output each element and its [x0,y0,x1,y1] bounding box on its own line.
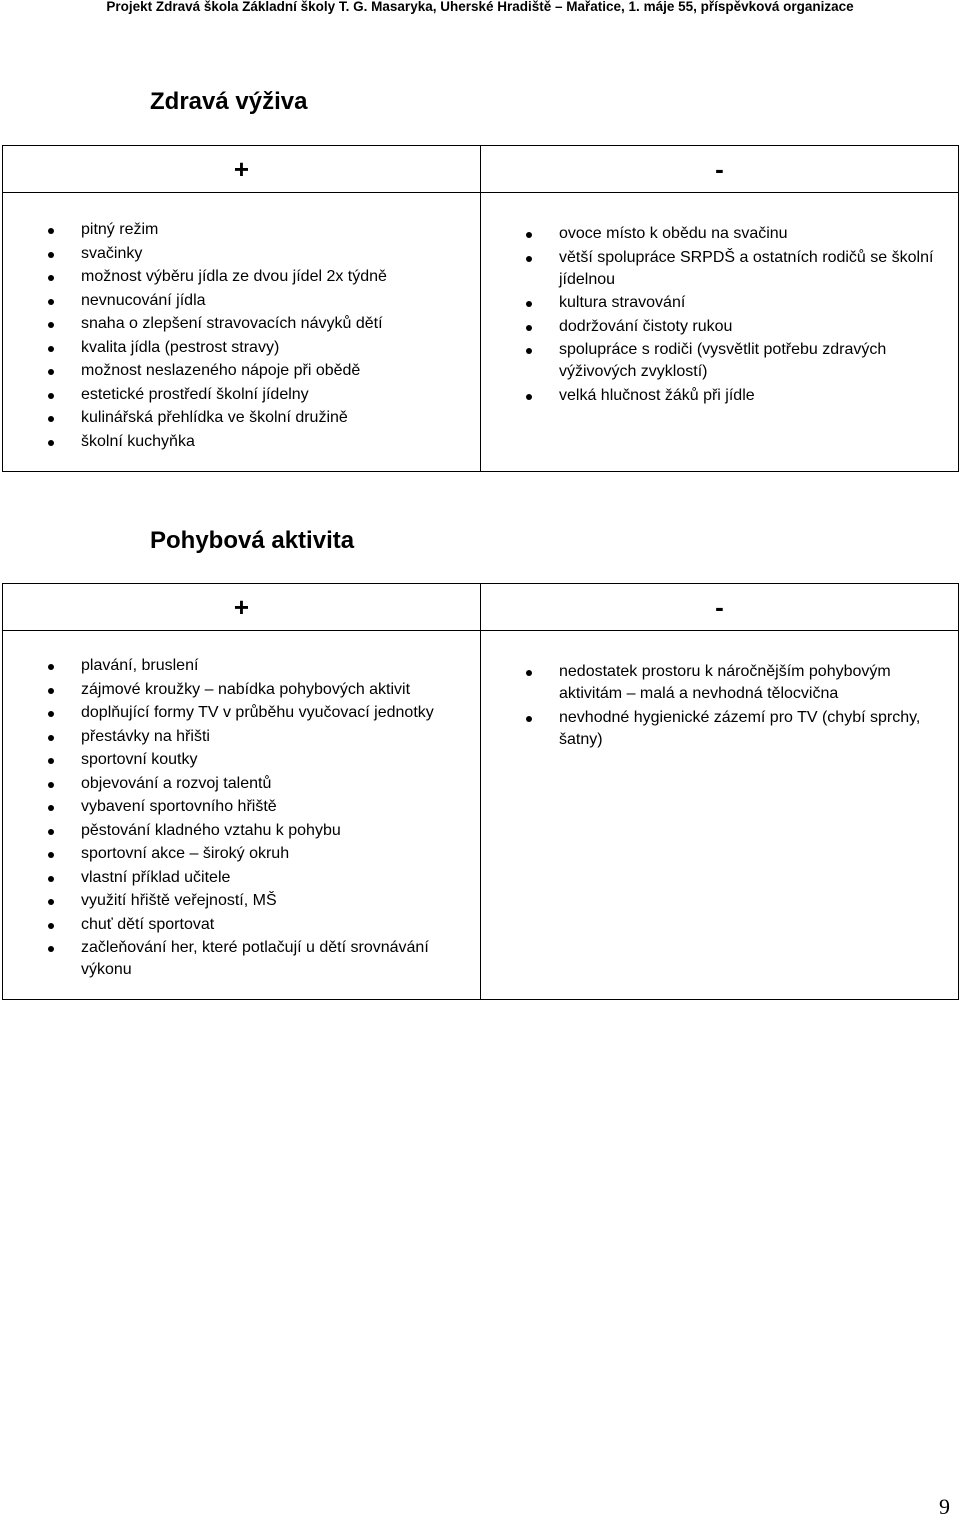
plus-cell [3,193,481,472]
list-item: dodržování čistoty rukou [481,316,958,338]
physical-activity-table [2,583,959,1000]
list-item: kvalita jídla (pestrost stravy) [3,337,480,359]
list-item: plavání, bruslení [3,655,480,677]
list-item: nedostatek prostoru k náročnějším pohybovým aktivitám – malá a nevhodná tělocvična [481,661,958,705]
list-item: svačinky [3,243,480,265]
list-item: využití hřiště veřejností, MŠ [3,890,480,912]
list-item: kultura stravování [481,292,958,314]
list-item: možnost neslazeného nápoje při obědě [3,360,480,382]
list-item: kulinářská přehlídka ve školní družině [3,407,480,429]
section-title-physical-activity: Pohybová aktivita [150,527,355,554]
minus-list [481,223,958,407]
minus-column-header: - [481,146,959,193]
plus-cell [3,631,481,1000]
minus-cell [481,631,959,1000]
document-header: Projekt Zdravá škola Základní školy T. G. Masaryka, Uherské Hradiště – Mařatice, 1. máje 55, příspěvková organizace [106,0,854,14]
list-item: pěstování kladného vztahu k pohybu [3,820,480,842]
plus-list [3,219,480,453]
list-item: estetické prostředí školní jídelny [3,384,480,406]
list-item: snaha o zlepšení stravovacích návyků dětí [3,313,480,335]
list-item: možnost výběru jídla ze dvou jídel 2x týdně [3,266,480,288]
list-item: spolupráce s rodiči (vysvětlit potřebu zdravých výživových zvyklostí) [481,339,958,383]
list-item: chuť dětí sportovat [3,914,480,936]
list-item: sportovní koutky [3,749,480,771]
list-item: začleňování her, které potlačují u dětí srovnávání výkonu [3,937,480,981]
list-item: větší spolupráce SRPDŠ a ostatních rodičů se školní jídelnou [481,247,958,291]
list-item: přestávky na hřišti [3,726,480,748]
list-item: objevování a rozvoj talentů [3,773,480,795]
page-number: 9 [939,1494,950,1519]
list-item: pitný režim [3,219,480,241]
plus-column-header: + [3,146,481,193]
list-item: velká hlučnost žáků při jídle [481,385,958,407]
list-item: vybavení sportovního hřiště [3,796,480,818]
list-item: nevnucování jídla [3,290,480,312]
list-item: nevhodné hygienické zázemí pro TV (chybí sprchy, šatny) [481,707,958,751]
list-item: školní kuchyňka [3,431,480,453]
nutrition-table [2,145,959,472]
list-item: sportovní akce – široký okruh [3,843,480,865]
list-item: ovoce místo k obědu na svačinu [481,223,958,245]
plus-column-header: + [3,584,481,631]
list-item: vlastní příklad učitele [3,867,480,889]
list-item: zájmové kroužky – nabídka pohybových aktivit [3,679,480,701]
list-item: doplňující formy TV v průběhu vyučovací jednotky [3,702,480,724]
plus-list [3,655,480,981]
minus-cell [481,193,959,472]
section-title-nutrition: Zdravá výživa [150,88,308,115]
minus-column-header: - [481,584,959,631]
minus-list [481,661,958,751]
